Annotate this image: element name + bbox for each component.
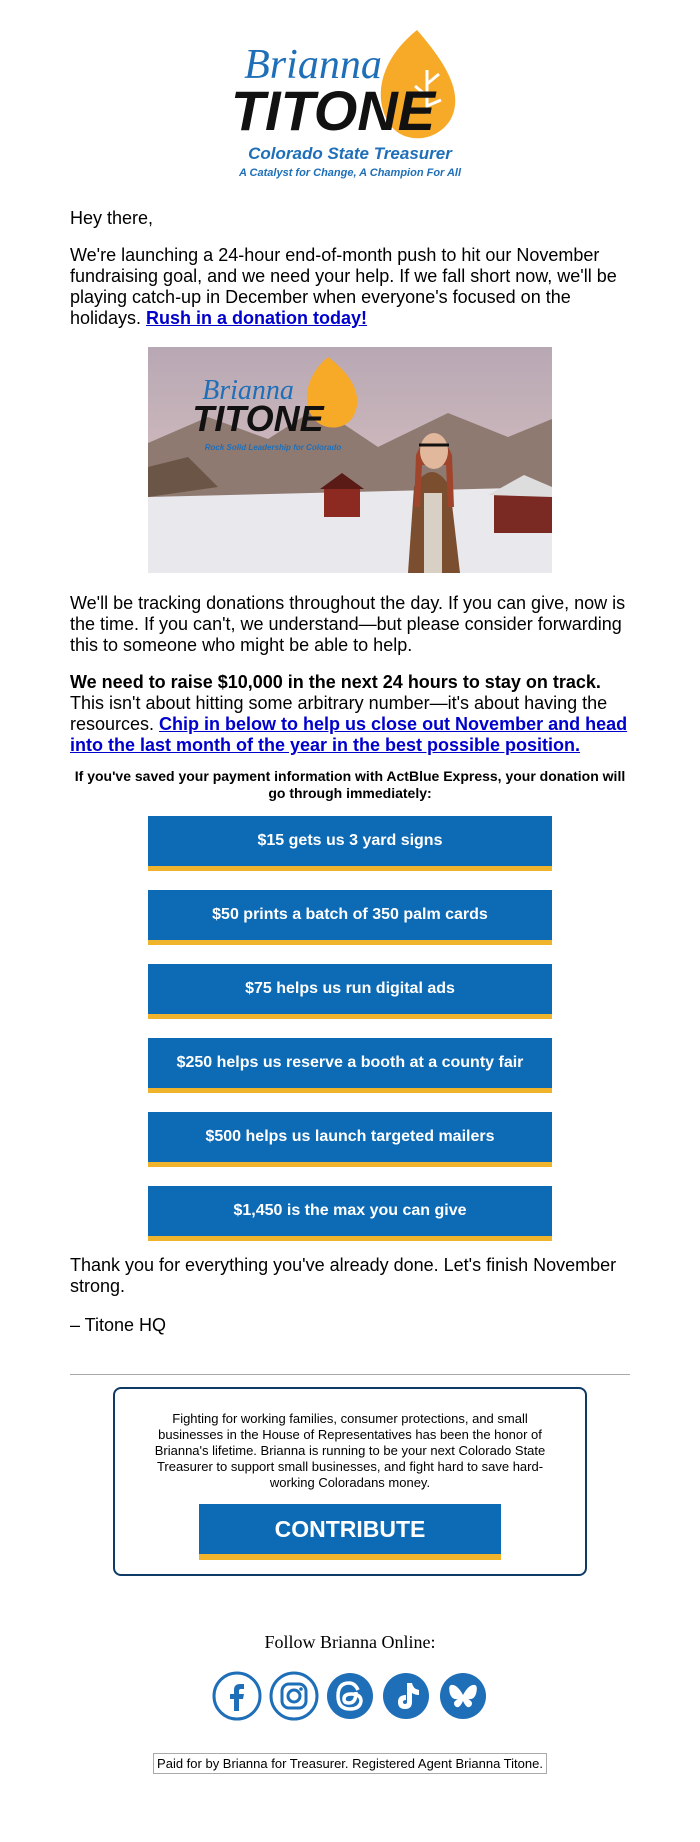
contribute-button[interactable]: CONTRIBUTE: [199, 1504, 501, 1560]
about-text: Fighting for working families, consumer protections, and small businesses in the House of Representatives has been the honor of Brianna's lifetime. Brianna is running to be your next Colorado State Treasurer to support small businesses, and fight hard to save hard-working Coloradans money.: [154, 1411, 546, 1490]
hero-last-name: TITONE: [192, 398, 324, 439]
goal-bold-text: We need to raise $10,000 in the next 24 hours to stay on track.: [70, 672, 601, 692]
follow-label: Follow Brianna Online:: [264, 1632, 436, 1652]
social-links: [0, 1671, 700, 1725]
hero-person-shirt: [424, 493, 442, 573]
chip-in-link[interactable]: Chip in below to help us close out November and head into the last month of the year in the best possible position.: [70, 714, 628, 755]
paragraph-tracking: We'll be tracking donations throughout the day. If you can give, now is the time. If you can't, we understand—but please consider forwarding this to someone who might be able to help.: [70, 593, 626, 655]
threads-icon[interactable]: [325, 1671, 375, 1721]
paragraph-goal: [70, 672, 630, 756]
hero-person-face: [420, 433, 448, 469]
paragraph-intro: [70, 245, 630, 329]
greeting: Hey there,: [70, 208, 154, 228]
signature: – Titone HQ: [70, 1315, 167, 1335]
goal-text: This isn't about hitting some arbitrary number—it's about having the resources.: [70, 693, 608, 734]
hero-first-name: Brianna: [202, 375, 294, 406]
donate-button-50[interactable]: $50 prints a batch of 350 palm cards: [148, 890, 552, 945]
hero-slogan: Rock Solid Leadership for Colorado: [204, 443, 342, 452]
instagram-icon[interactable]: [269, 1671, 319, 1721]
hero-photo[interactable]: [148, 347, 552, 573]
bluesky-icon[interactable]: [438, 1671, 488, 1721]
divider: [70, 1374, 630, 1375]
tiktok-icon[interactable]: [381, 1671, 431, 1721]
logo-office: Colorado State Treasurer: [248, 144, 452, 163]
donate-button-15[interactable]: $15 gets us 3 yard signs: [148, 816, 552, 871]
donate-today-link[interactable]: Rush in a donation today!: [146, 308, 368, 328]
intro-text: We're launching a 24-hour end-of-month push to hit our November fundraising goal, and we need your help. If we fall short now, we'll be playing catch-up in December when everyone's focused on the holidays.: [70, 245, 617, 328]
logo-first-name: Brianna: [244, 42, 382, 88]
actblue-express-note: If you've saved your payment information with ActBlue Express, your donation will go through immediately:: [74, 768, 626, 801]
donate-button-1450[interactable]: $1,450 is the max you can give: [148, 1186, 552, 1241]
closing-text: Thank you for everything you've already done. Let's finish November strong.: [70, 1255, 617, 1296]
email-body: [0, 22, 700, 1774]
about-box: [113, 1387, 587, 1576]
donate-button-75[interactable]: $75 helps us run digital ads: [148, 964, 552, 1019]
facebook-icon[interactable]: [212, 1671, 262, 1721]
logo-tagline: A Catalyst for Change, A Champion For All: [238, 167, 462, 179]
donate-button-500[interactable]: $500 helps us launch targeted mailers: [148, 1112, 552, 1167]
paid-for-disclaimer: Paid for by Brianna for Treasurer. Registered Agent Brianna Titone.: [153, 1753, 547, 1774]
logo-last-name: TITONE: [230, 79, 436, 142]
campaign-logo: [205, 22, 495, 202]
donate-button-250[interactable]: $250 helps us reserve a booth at a county fair: [148, 1038, 552, 1093]
hero-barn: [324, 487, 360, 517]
hero-cabin: [494, 493, 552, 533]
